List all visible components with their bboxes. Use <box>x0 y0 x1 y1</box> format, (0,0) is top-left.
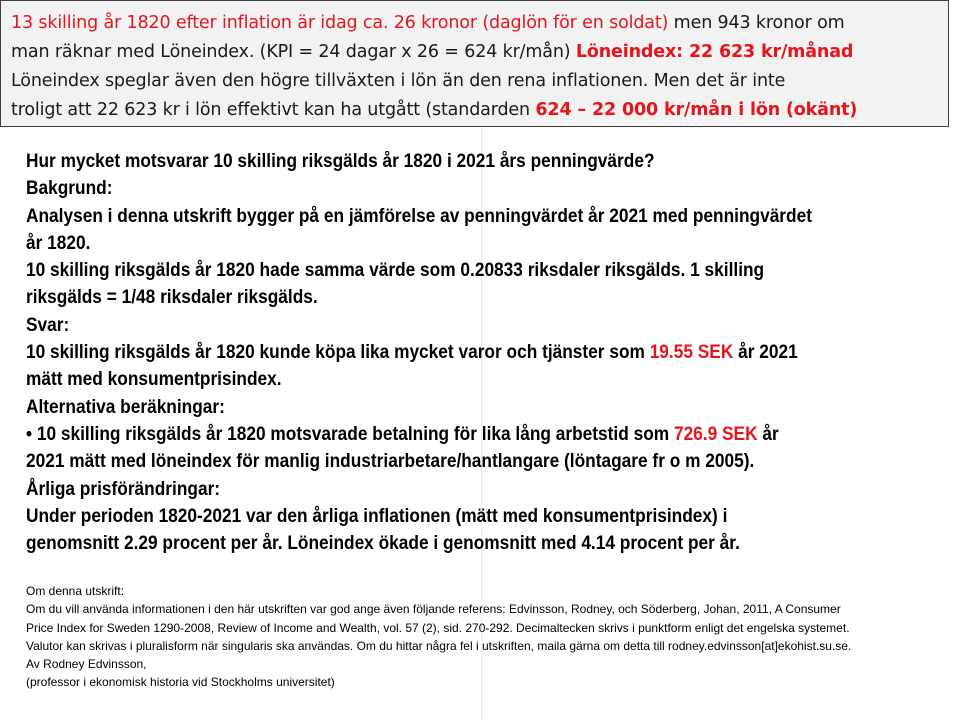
answer-text: 10 skilling riksgälds år 1820 kunde köpa lika mycket varor och tjänster som <box>26 342 650 364</box>
background-text: riksgälds = 1/48 riksdaler riksgälds. <box>26 287 318 309</box>
answer-line <box>26 339 936 366</box>
alternative-line <box>26 421 936 448</box>
answer-text: mätt med konsumentprisindex. <box>26 369 282 391</box>
question-heading: Hur mycket motsvarar 10 skilling riksgälds år 1820 i 2021 års penningvärde? <box>26 151 655 172</box>
alternative-text: år <box>757 423 779 445</box>
annual-changes-heading: Årliga prisförändringar: <box>26 478 221 500</box>
main-content <box>26 148 936 557</box>
alternative-text: • 10 skilling riksgälds år 1820 motsvarade betalning för lika lång arbetstid som <box>26 423 674 445</box>
background-text: år 1820. <box>26 232 91 254</box>
footer-notes <box>26 582 936 692</box>
annual-changes-text: Under perioden 1820-2021 var den årliga inflationen (mätt med konsumentprisindex) i <box>26 505 728 527</box>
background-heading: Bakgrund: <box>26 178 113 200</box>
alternative-value: 726.9 SEK <box>673 423 758 445</box>
notes-text: Om du vill använda informationen i den här utskriften var god ange även följande referens: Edvinsson, Rodney, och Söderberg, Johan, 2011, A Consumer <box>26 602 841 617</box>
summary-text: men 943 kronor om <box>668 13 845 33</box>
summary-highlight-range: 624 – 22 000 kr/mån i lön (okänt) <box>535 100 858 120</box>
notes-text: Price Index for Sweden 1290-2008, Review of Income and Wealth, vol. 57 (2), sid. 270-292. Decimaltecken skrivs i punktform enligt det engelska systemet. <box>26 620 850 635</box>
notes-author-title: (professor i ekonomisk historia vid Stockholms universitet) <box>26 675 335 690</box>
answer-heading: Svar: <box>26 314 70 336</box>
summary-line-2 <box>11 38 938 67</box>
summary-text: man räknar med Löneindex. (KPI = 24 dagar x 26 = 624 kr/mån) <box>11 42 576 62</box>
summary-line-4 <box>11 96 938 125</box>
notes-text: Valutor kan skrivas i pluralisform när singularis ska användas. Om du hittar några fel i utskriften, maila gärna om detta till rodney.edvinsson[at]ekohist.su.se. <box>26 638 852 653</box>
alternative-text: 2021 mätt med löneindex för manlig industriarbetare/hantlangare (löntagare fr o m 2005). <box>26 451 755 473</box>
summary-line-1 <box>11 9 938 38</box>
background-text: Analysen i denna utskrift bygger på en jämförelse av penningvärdet år 2021 med penningvärdet <box>26 205 812 227</box>
answer-text: år 2021 <box>733 342 798 364</box>
summary-highlight-daily-wage: 13 skilling år 1820 efter inflation är idag ca. 26 kronor (daglön för en soldat) <box>11 13 669 33</box>
summary-highlight-wage-index: Löneindex: 22 623 kr/månad <box>575 42 854 62</box>
notes-heading: Om denna utskrift: <box>26 584 125 598</box>
summary-text: Löneindex speglar även den högre tillväxten i lön än den rena inflationen. Men det är inte <box>11 71 786 91</box>
summary-line-3 <box>11 67 938 96</box>
background-text: 10 skilling riksgälds år 1820 hade samma värde som 0.20833 riksdaler riksgälds. 1 skilling <box>26 260 765 282</box>
alternatives-heading: Alternativa beräkningar: <box>26 396 225 418</box>
summary-text: troligt att 22 623 kr i lön effektivt kan ha utgått (standarden <box>11 100 536 120</box>
notes-author: Av Rodney Edvinsson, <box>26 657 147 672</box>
summary-box <box>0 0 949 127</box>
answer-value: 19.55 SEK <box>649 342 734 364</box>
annual-changes-text: genomsnitt 2.29 procent per år. Löneindex ökade i genomsnitt med 4.14 procent per år. <box>26 533 740 555</box>
